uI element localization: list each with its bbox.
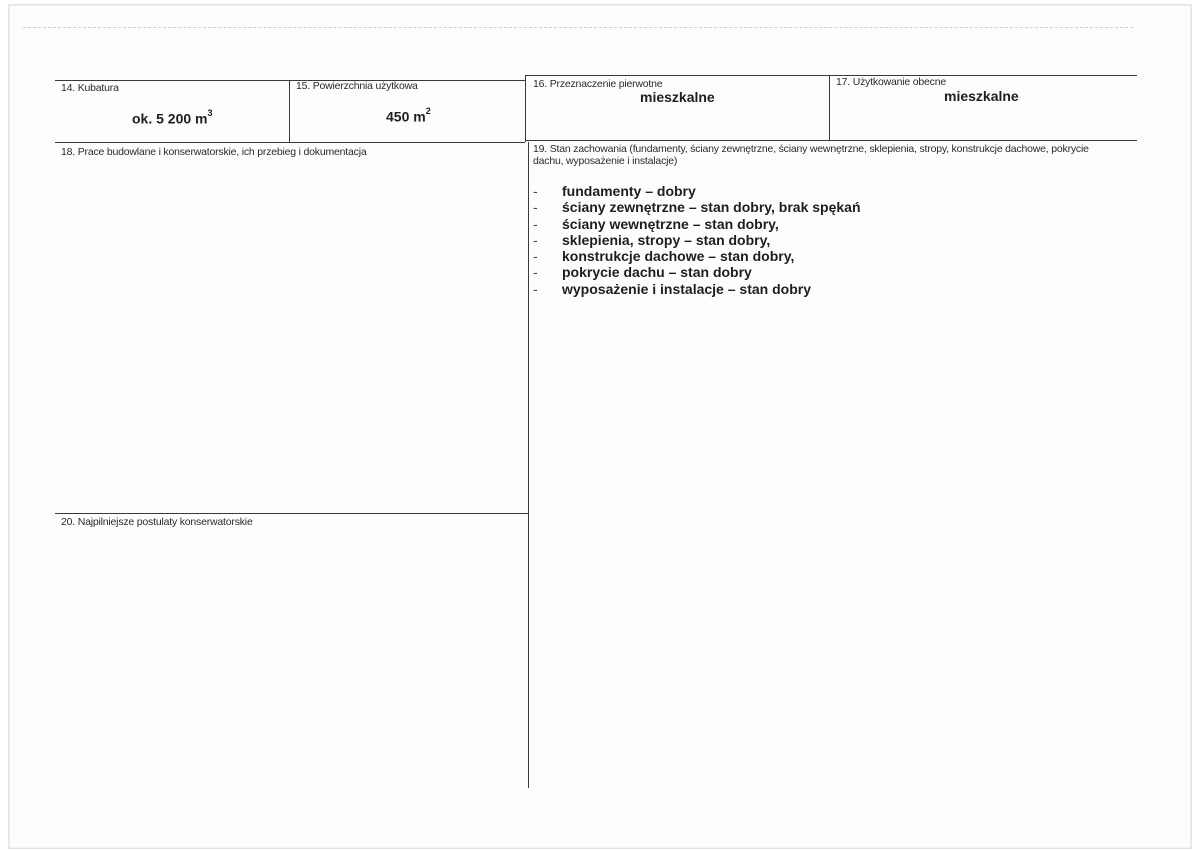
row-top-line-left: [55, 80, 525, 81]
stan-item: - wyposażenie i instalacje – stan dobry: [533, 280, 811, 297]
main-vertical-divider: [528, 142, 529, 788]
stan-item-text: sklepienia, stropy – stan dobry,: [562, 231, 771, 248]
stan-item: - ściany wewnętrzne – stan dobry,: [533, 215, 779, 232]
kubatura-value-text: ok. 5 200 m: [132, 110, 208, 127]
stan-item: - fundamenty – dobry: [533, 183, 696, 199]
postulaty-label: 20. Najpilniejsze postulaty konserwatorskie: [61, 516, 253, 528]
stan-item: - konstrukcje dachowe – stan dobry,: [533, 248, 795, 265]
stan-item-text: fundamenty – dobry: [562, 183, 696, 199]
stan-item-text: ściany zewnętrzne – stan dobry, brak spękań: [562, 199, 861, 216]
document-sheet: [8, 4, 1192, 849]
powierzchnia-label: 15. Powierzchnia użytkowa: [296, 80, 418, 92]
row-second-line-right: [525, 140, 1137, 141]
kubatura-unit-exponent: 3: [207, 108, 213, 118]
uzytkowanie-value: mieszkalne: [944, 88, 1019, 104]
stan-item-text: wyposażenie i instalacje – stan dobry: [562, 280, 811, 297]
stan-item-text: konstrukcje dachowe – stan dobry,: [562, 248, 795, 265]
powierzchnia-value: [386, 108, 431, 125]
stan-item: - pokrycie dachu – stan dobry: [533, 264, 752, 281]
top-dashed-rule: [23, 27, 1133, 28]
powierzchnia-unit-exponent: 2: [425, 106, 431, 116]
kubatura-value: [132, 110, 213, 127]
section-20-top-line: [55, 513, 528, 514]
col-divider-14-15: [289, 80, 290, 142]
prace-label: 18. Prace budowlane i konserwatorskie, ich przebieg i dokumentacja: [61, 146, 367, 158]
stan-item: - sklepienia, stropy – stan dobry,: [533, 231, 771, 248]
col-divider-center: [525, 75, 526, 142]
kubatura-label: 14. Kubatura: [61, 82, 119, 94]
przeznaczenie-value: mieszkalne: [640, 89, 715, 105]
stan-item-text: pokrycie dachu – stan dobry: [562, 264, 752, 281]
stan-item-text: ściany wewnętrzne – stan dobry,: [562, 215, 779, 232]
przeznaczenie-label: 16. Przeznaczenie pierwotne: [533, 78, 663, 90]
stan-item: - ściany zewnętrzne – stan dobry, brak spękań: [533, 199, 861, 216]
stan-label: 19. Stan zachowania (fundamenty, ściany zewnętrzne, ściany wewnętrzne, sklepienia, stropy, konstrukcje dachowe, pokrycie dachu, wyposażenie i instalacje): [533, 143, 1089, 167]
uzytkowanie-label: 17. Użytkowanie obecne: [836, 76, 947, 88]
stan-list: [533, 183, 861, 297]
row-second-line-left: [55, 142, 525, 143]
powierzchnia-value-text: 450 m: [386, 108, 426, 125]
col-divider-16-17: [829, 75, 830, 140]
row-top-line-right: [525, 75, 1137, 76]
